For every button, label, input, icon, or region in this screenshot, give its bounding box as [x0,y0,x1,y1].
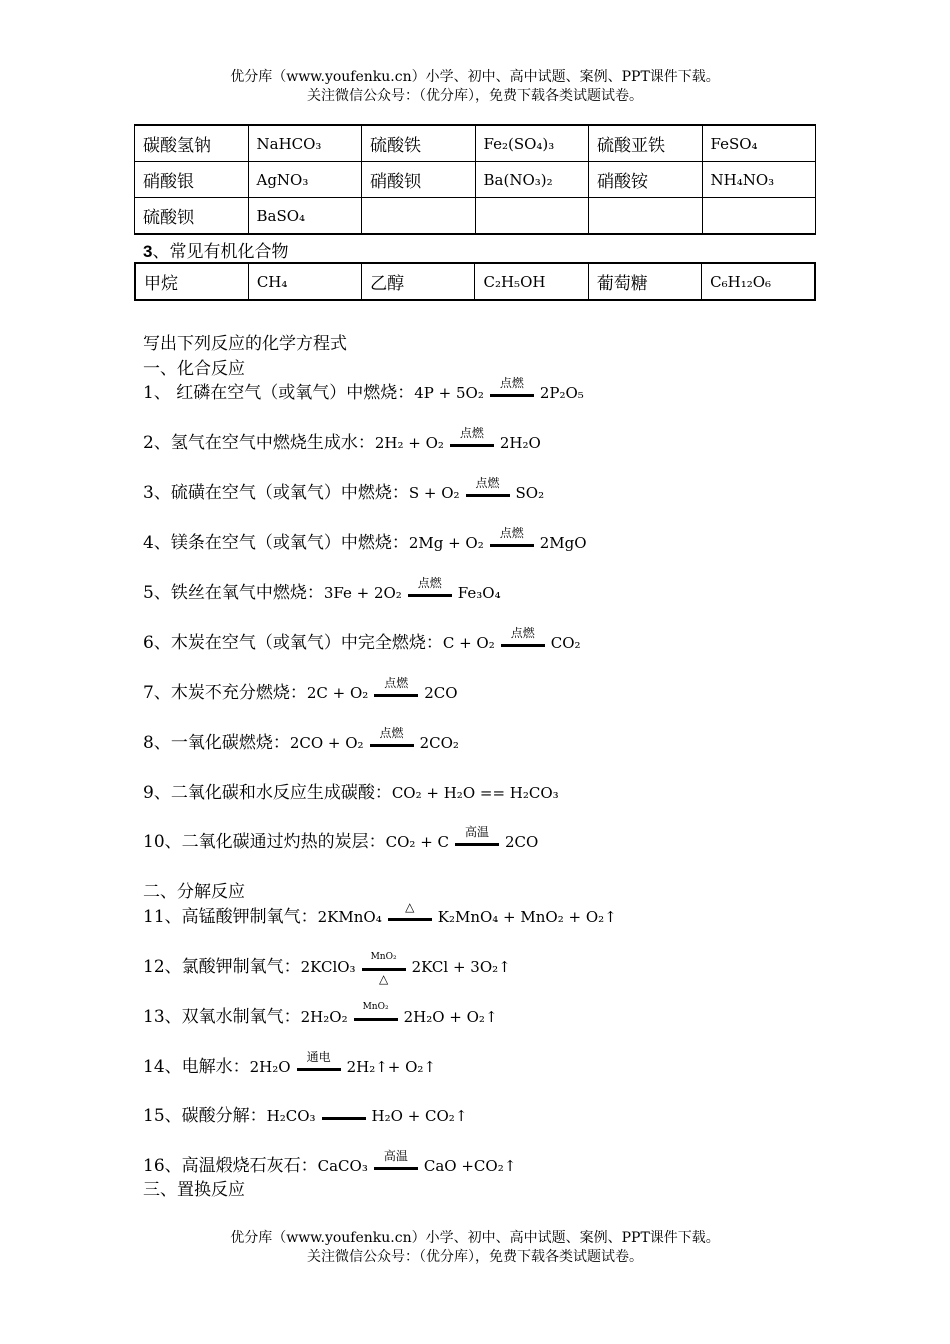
reactants: 2H₂O₂ [300,1008,348,1026]
header-line-2: 关注微信公众号：（优分库），免费下载各类试题试卷。 [307,88,643,104]
reaction-line [143,425,541,453]
products: SO₂ [515,484,545,502]
table-cell [589,198,703,235]
reaction-label: 13、双氧水制氧气： [143,1007,301,1027]
table-cell: 硫酸钡 [135,198,249,235]
reaction-line [143,525,587,553]
reaction-arrow [501,625,545,653]
reactants: C + O₂ [442,634,495,652]
table-cell: C₂H₅OH [475,263,588,300]
products: CaO +CO₂↑ [423,1157,517,1175]
table-row [135,125,816,162]
reactants: 2Mg + O₂ [408,534,484,552]
reaction-arrow [374,675,418,703]
reaction-line [143,475,545,503]
intro-text: 写出下列反应的化学方程式 [143,334,347,354]
arrow-bar [362,968,406,971]
arrow-bar [354,1018,398,1021]
products: Fe₃O₄ [457,584,501,602]
reactants: S + O₂ [408,484,460,502]
products: 2CO [424,684,458,702]
reaction-label: 11、高锰酸钾制氧气： [143,907,318,927]
table-cell: 硝酸钡 [362,162,476,198]
reactants: 2H₂ + O₂ [374,434,444,452]
products: 2MgO [539,534,587,552]
part-2-heading: 二、分解反应 [143,882,245,902]
table-cell: 硫酸亚铁 [589,125,703,162]
arrow-bar [374,694,418,697]
reaction-condition: 高温 [383,1148,408,1163]
reaction-label: 4、镁条在空气（或氧气）中燃烧： [143,533,409,553]
arrow-bar [466,494,510,497]
section-3-title: 、常见有机化合物 [152,242,289,262]
reaction-condition: 点燃 [384,675,409,690]
table-cell: BaSO₄ [248,198,362,235]
arrow-bar [490,544,534,547]
reaction-label: 12、氯酸钾制氧气： [143,957,301,977]
reaction-arrow [455,824,499,852]
organic-table [134,262,816,301]
reaction-arrow [374,1148,418,1176]
reaction-arrow [490,525,534,553]
reaction-arrow [490,375,534,403]
table-cell: C₆H₁₂O₆ [702,263,815,300]
reaction-line [143,1148,517,1176]
reaction-label: 9、二氧化碳和水反应生成碳酸： [143,783,392,803]
reaction-condition: 通电 [306,1049,331,1064]
table-row [135,198,816,235]
table-cell: 碳酸氢钠 [135,125,249,162]
reaction-label: 14、电解水： [143,1057,250,1077]
table-cell: FeSO₄ [702,125,816,162]
arrow-bar [408,594,452,597]
reactants: 2KClO₃ [300,958,356,976]
salts-table [134,124,816,235]
reaction-condition: 点燃 [379,725,404,740]
reaction-line [143,575,501,603]
section-3-heading [143,237,288,262]
reaction-line [143,1049,436,1077]
reaction-condition: 点燃 [499,525,524,540]
reaction-arrow [450,425,494,453]
products: K₂MnO₄ + MnO₂ + O₂↑ [437,908,617,926]
table-cell: AgNO₃ [248,162,362,198]
products: 2KCl + 3O₂↑ [411,958,511,976]
reactants: 4P + 5O₂ [414,384,484,402]
products: 2P₂O₅ [539,384,584,402]
reaction-condition: 高温 [465,824,490,839]
reactants: 2CO + O₂ [289,734,364,752]
products: 2CO₂ [419,734,459,752]
reaction-condition: 点燃 [417,575,442,590]
reactants: H₂CO₃ [266,1107,316,1125]
reactants: 2KMnO₄ [317,908,382,926]
page-header [0,68,950,106]
table-cell: Fe₂(SO₄)₃ [475,125,589,162]
arrow-bar [501,644,545,647]
reaction-label: 8、一氧化碳燃烧： [143,733,290,753]
products: 2H₂O [499,434,541,452]
reaction-line [143,375,584,403]
reaction-condition: 点燃 [475,475,500,490]
reaction-line [143,778,559,803]
arrow-bar [374,1167,418,1170]
arrow-bar [490,394,534,397]
reaction-condition: MnO₂ [362,1001,389,1012]
reaction-condition: 点燃 [510,625,535,640]
reaction-label: 16、高温煅烧石灰石： [143,1156,318,1176]
reaction-condition-below: △ [378,971,389,986]
table-cell: 硝酸银 [135,162,249,198]
arrow-bar [388,918,432,921]
reaction-line [143,899,617,927]
reaction-line [143,1002,498,1027]
arrow-bar [322,1117,366,1120]
reaction-label: 15、碳酸分解： [143,1106,267,1126]
products: CO₂ [550,634,581,652]
arrow-bar [297,1068,341,1071]
arrow-bar [370,744,414,747]
table-cell: 硫酸铁 [362,125,476,162]
reaction-label: 1、 红磷在空气（或氧气）中燃烧： [143,383,415,403]
reaction-label: 5、铁丝在氧气中燃烧： [143,583,324,603]
table-row [135,162,816,198]
reactants: 3Fe + 2O₂ [323,584,402,602]
reaction-line [143,625,581,653]
reaction-line [143,824,539,852]
table-cell: 乙醇 [362,263,475,300]
table-row [135,263,815,300]
reactants: 2C + O₂ [306,684,369,702]
reactants: CO₂ + H₂O == H₂CO₃ [391,784,559,802]
reaction-condition: MnO₂ [370,951,397,962]
reaction-condition: △ [405,899,415,914]
table-cell: 硝酸铵 [589,162,703,198]
page-footer [0,1229,950,1267]
reaction-arrow [297,1049,341,1077]
reaction-label: 6、木炭在空气（或氧气）中完全燃烧： [143,633,443,653]
reaction-arrow [370,725,414,753]
products: 2CO [505,833,539,851]
reaction-arrow [354,1001,398,1027]
reaction-label: 3、硫磺在空气（或氧气）中燃烧： [143,483,409,503]
table-cell: NaHCO₃ [248,125,362,162]
products: 2H₂O + O₂↑ [403,1008,498,1026]
part-3-heading: 三、置换反应 [143,1180,245,1200]
table-cell: Ba(NO₃)₂ [475,162,589,198]
arrow-bar [450,444,494,447]
reactants: CaCO₃ [317,1157,368,1175]
reaction-line [143,951,511,986]
table-cell: CH₄ [248,263,361,300]
reaction-condition: 点燃 [459,425,484,440]
reaction-arrow [322,1108,366,1126]
part-1-heading: 一、化合反应 [143,359,245,379]
table-cell: 甲烷 [135,263,248,300]
table-cell [702,198,816,235]
reaction-line [143,1101,467,1126]
reaction-line [143,725,459,753]
arrow-bar [455,843,499,846]
reaction-label: 2、氢气在空气中燃烧生成水： [143,433,375,453]
footer-line-1: 优分库（www.youfenku.cn）小学、初中、高中试题、案例、PPT课件下载。 [230,1230,720,1246]
section-3-number: 3 [143,242,153,261]
footer-line-2: 关注微信公众号：（优分库），免费下载各类试题试卷。 [307,1249,643,1265]
table-cell [475,198,589,235]
reaction-arrow [408,575,452,603]
products: H₂O + CO₂↑ [371,1107,468,1125]
reactants: 2H₂O [249,1058,291,1076]
table-cell: 葡萄糖 [588,263,701,300]
products: 2H₂↑+ O₂↑ [346,1058,436,1076]
reaction-line [143,675,458,703]
reaction-label: 7、木炭不充分燃烧： [143,683,307,703]
reaction-arrow [466,475,510,503]
reaction-arrow [388,899,432,927]
reactants: CO₂ + C [385,833,450,851]
reaction-condition: 点燃 [499,375,524,390]
reaction-label: 10、二氧化碳通过灼热的炭层： [143,832,386,852]
table-cell [362,198,476,235]
header-line-1: 优分库（www.youfenku.cn）小学、初中、高中试题、案例、PPT课件下载。 [230,69,720,85]
table-cell: NH₄NO₃ [702,162,816,198]
reaction-arrow [362,951,406,986]
